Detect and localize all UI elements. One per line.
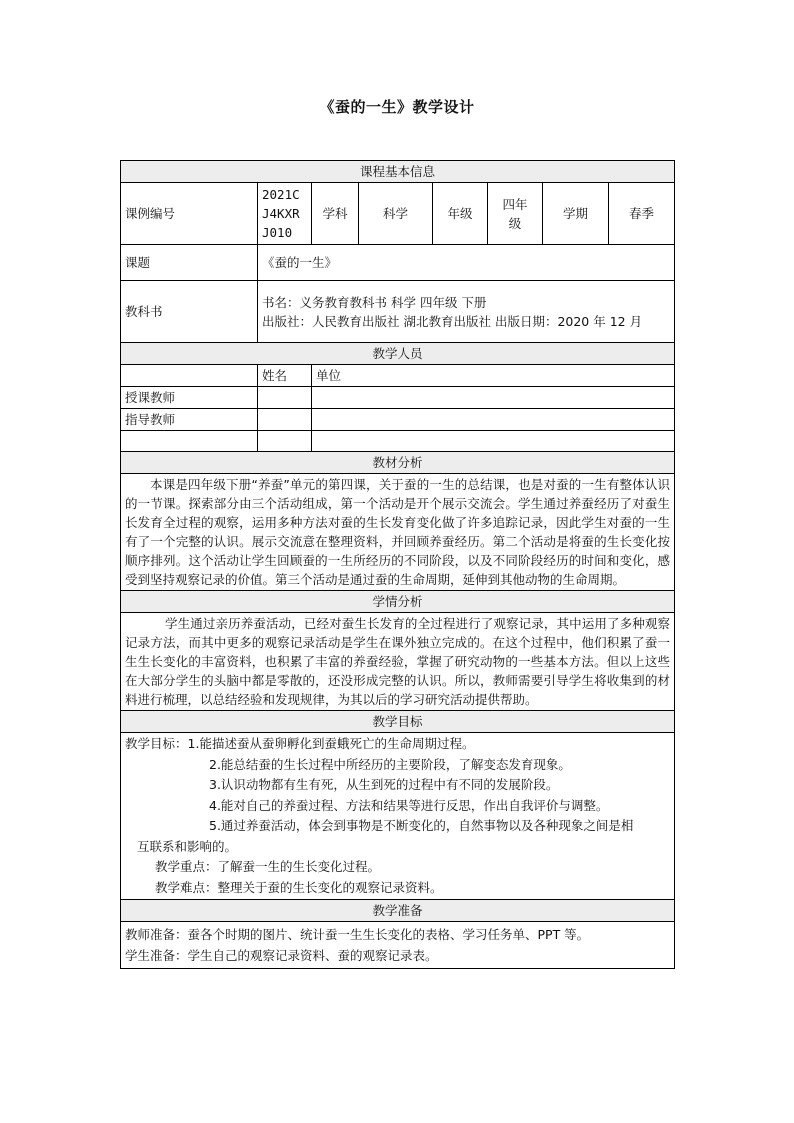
student-analysis-text: 学生通过亲历养蚕活动，已经对蚕生长发育的全过程进行了观察记录，其中运用了多种观察记录方法，而其中更多的观察记录活动是学生在课外独立完成的。在这个过程中，他们积累了蚕一生生长变化的丰富资料，也积累了丰富的养蚕经验，掌握了研究动物的一些基本方法。但以上这些在大部分学生的头脑中都是零散的，还没形成完整的认识。所以，教师需要引导学生将收集到的材料进行梳理，以总结经验和发现规律，为其以后的学习研究活动提供帮助。 — [121, 613, 675, 711]
section-teachers: 教学人员 — [121, 343, 675, 365]
blank-row-unit — [312, 431, 675, 452]
lesson-plan-table — [120, 160, 675, 969]
lecturer-name-cell — [258, 387, 312, 409]
topic-label: 课题 — [121, 245, 258, 281]
term-value: 春季 — [609, 183, 675, 245]
section-material-analysis: 教材分析 — [121, 452, 675, 474]
key-point: 教学重点：了解蚕一生的生长变化过程。 — [155, 859, 381, 874]
textbook-label: 教科书 — [121, 281, 258, 343]
supervisor-unit-cell — [312, 409, 675, 431]
student-prep: 学生准备：学生自己的观察记录资料、蚕的观察记录表。 — [125, 948, 438, 963]
grade-value: 四年 级 — [488, 183, 543, 245]
goal-2: 2.能总结蚕的生长过程中所经历的主要阶段，了解变态发育现象。 — [209, 756, 571, 772]
difficult-point: 教学难点：整理关于蚕的生长变化的观察记录资料。 — [155, 879, 443, 895]
grade-label: 年级 — [433, 183, 488, 245]
supervisor-name-cell — [258, 409, 312, 431]
goal-3: 3.认识动物都有生有死，从生到死的过程中有不同的发展阶段。 — [209, 777, 559, 792]
term-label: 学期 — [543, 183, 609, 245]
section-basic-info: 课程基本信息 — [121, 161, 675, 183]
teacher-prep: 教师准备：蚕各个时期的图片、统计蚕一生生长变化的表格、学习任务单、PPT 等。 — [125, 927, 590, 942]
goal-5-continued: 互联系和影响的。 — [137, 838, 238, 854]
material-analysis-text: 本课是四年级下册“养蚕”单元的第四课，关于蚕的一生的总结课，也是对蚕的一生有整体认识的一节课。探索部分由三个活动组成，第一个活动是开个展示交流会。学生通过养蚕经历了对蚕生长发育全过程的观察，运用多种方法对蚕的生长发育变化做了许多追踪记录，因此学生对蚕的一生有了一个完整的认识。展示交流意在整理资料，并回顾养蚕经历。第二个活动是将蚕的生长变化按顺序排列。这个活动让学生回顾蚕的一生所经历的不同阶段，以及不同阶段经历的时间和变化，感受到坚持观察记录的价值。第三个活动是通过蚕的生命周期，延伸到其他动物的生命周期。 — [121, 474, 675, 591]
subject-value: 科学 — [359, 183, 433, 245]
supervisor-label: 指导教师 — [121, 409, 258, 431]
case-id-value: 2021C J4KXR J010 — [258, 183, 312, 245]
teaching-prep-block — [121, 922, 675, 969]
lecturer-unit-cell — [312, 387, 675, 409]
document-title: 《蚕的一生》教学设计 — [319, 98, 475, 116]
section-student-analysis: 学情分析 — [121, 591, 675, 613]
lecturer-label: 授课教师 — [121, 387, 258, 409]
case-id-label: 课例编号 — [121, 183, 258, 245]
goals-lead: 教学目标： — [125, 736, 188, 751]
name-header: 姓名 — [258, 365, 312, 387]
blank-row-label — [121, 431, 258, 452]
subject-label: 学科 — [312, 183, 359, 245]
section-teaching-goals: 教学目标 — [121, 711, 675, 733]
textbook-value: 书名：义务教育教科书 科学 四年级 下册 出版社：人民教育出版社 湖北教育出版社 出版日期：2020 年 12 月 — [258, 281, 675, 343]
unit-header: 单位 — [312, 365, 675, 387]
teachers-header-blank — [121, 365, 258, 387]
topic-value: 《蚕的一生》 — [258, 245, 675, 281]
goal-4: 4.能对自己的养蚕过程、方法和结果等进行反思，作出自我评价与调整。 — [209, 797, 609, 813]
teaching-goals-block — [121, 733, 675, 900]
blank-row-name — [258, 431, 312, 452]
goal-5: 5.通过养蚕活动，体会到事物是不断变化的，自然事物以及各种现象之间是相 — [209, 818, 634, 833]
goal-1: 1.能描述蚕从蚕卵孵化到蚕蛾死亡的生命周期过程。 — [187, 736, 475, 751]
section-teaching-prep: 教学准备 — [121, 900, 675, 922]
